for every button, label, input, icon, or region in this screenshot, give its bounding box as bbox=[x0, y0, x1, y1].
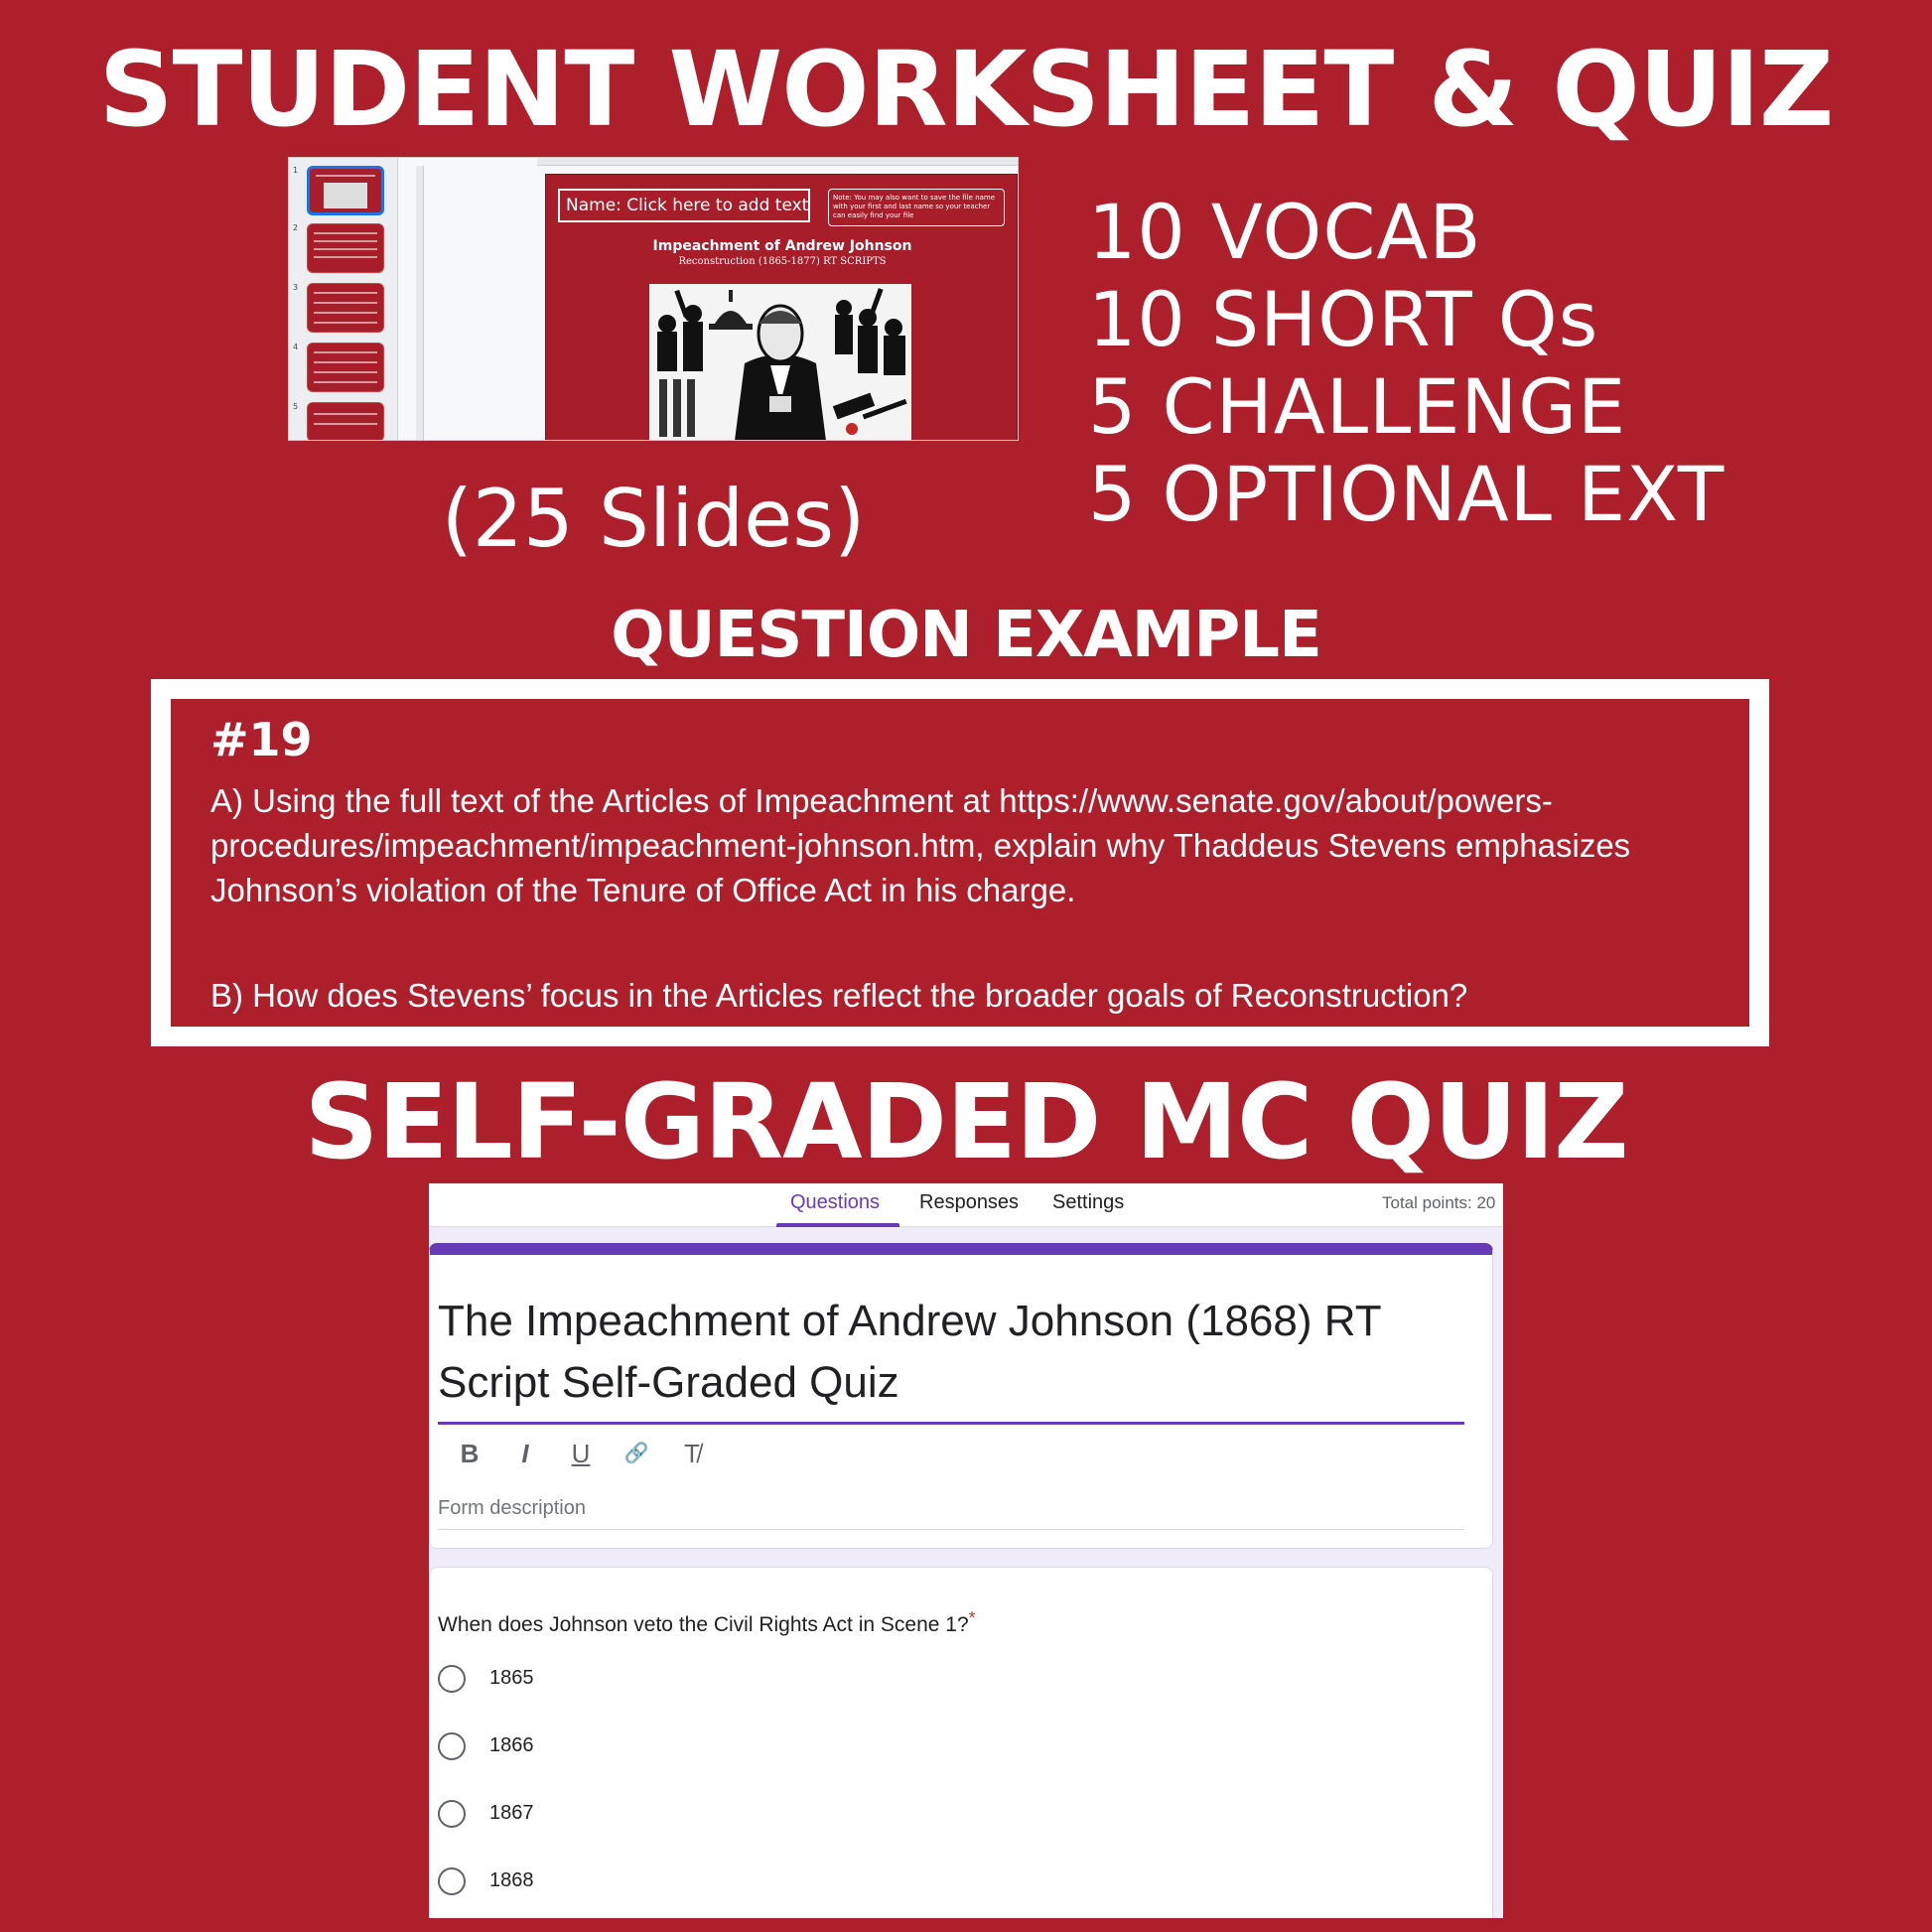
slide-thumbnail[interactable] bbox=[307, 343, 384, 392]
slide-count: (25 Slides) bbox=[441, 473, 866, 565]
form-title-input[interactable]: The Impeachment of Andrew Johnson (1868) RT Script Self-Graded Quiz bbox=[438, 1297, 1381, 1407]
required-mark: * bbox=[968, 1607, 976, 1627]
underline-button[interactable]: U bbox=[571, 1439, 591, 1468]
slide-subtitle: Reconstruction (1865-1877) RT SCRIPTS bbox=[678, 256, 887, 267]
option-label: 1866 bbox=[489, 1734, 534, 1756]
question-part-a: A) Using the full text of the Articles of Impeachment at https://www.senate.gov/about/powers-procedures/impeachment/impeachment-johnson.htm, explain why Thaddeus Stevens emphasizes Johnson’s violation of the Tenure of Office Act in his charge. bbox=[210, 782, 1631, 908]
radio-button-icon[interactable] bbox=[438, 1665, 466, 1693]
thumbnail-number: 3 bbox=[293, 283, 299, 292]
form-title-card bbox=[429, 1243, 1493, 1549]
link-icon[interactable]: 🔗 bbox=[623, 1443, 649, 1464]
quiz-heading: SELF-GRADED MC QUIZ bbox=[304, 1061, 1628, 1182]
active-tab-indicator bbox=[776, 1223, 899, 1227]
slides-preview bbox=[288, 157, 1019, 441]
tab-responses[interactable]: Responses bbox=[919, 1191, 1020, 1213]
italic-button[interactable]: I bbox=[521, 1439, 529, 1468]
main-heading: STUDENT WORKSHEET & QUIZ bbox=[98, 29, 1834, 150]
stat-short-questions: 10 SHORT Qs bbox=[1088, 275, 1599, 363]
option-label: 1865 bbox=[489, 1667, 534, 1689]
option-label: 1868 bbox=[489, 1869, 534, 1891]
description-underline bbox=[438, 1529, 1464, 1530]
question-example-box bbox=[171, 699, 1749, 1027]
radio-button-icon[interactable] bbox=[438, 1732, 466, 1760]
question-number: #19 bbox=[210, 713, 313, 766]
radio-button-icon[interactable] bbox=[438, 1867, 466, 1895]
slide-title: Impeachment of Andrew Johnson bbox=[652, 238, 912, 254]
tab-questions[interactable]: Questions bbox=[790, 1191, 881, 1213]
slide-thumbnail[interactable] bbox=[307, 402, 384, 441]
thumbnail-number: 1 bbox=[293, 166, 299, 175]
question-example-frame bbox=[151, 679, 1769, 1046]
question-example-heading: QUESTION EXAMPLE bbox=[611, 599, 1321, 672]
thumbnail-number: 5 bbox=[293, 402, 299, 411]
save-note: Note: You may also want to save the file name with your first and last name so your teacher can easily find your file bbox=[828, 189, 1005, 226]
total-points: Total points: 20 bbox=[1382, 1193, 1496, 1212]
stat-optional-extension: 5 OPTIONAL EXT bbox=[1088, 450, 1725, 538]
question-part-b: B) How does Stevens’ focus in the Articles reflect the broader goals of Reconstruction? bbox=[210, 977, 1468, 1014]
slide-thumbnail-strip bbox=[289, 158, 398, 441]
stat-vocab: 10 VOCAB bbox=[1088, 188, 1482, 276]
thumbnail-number: 2 bbox=[293, 223, 299, 232]
slide-thumbnail[interactable] bbox=[307, 223, 384, 273]
question-text: When does Johnson veto the Civil Rights Act in Scene 1? bbox=[438, 1613, 969, 1636]
vertical-ruler bbox=[416, 166, 424, 441]
slide-thumbnail[interactable] bbox=[307, 166, 384, 215]
google-forms-preview bbox=[429, 1183, 1503, 1918]
form-description-input[interactable]: Form description bbox=[438, 1497, 586, 1519]
tab-settings[interactable]: Settings bbox=[1052, 1191, 1125, 1213]
slide-thumbnail[interactable] bbox=[307, 283, 384, 333]
question-card bbox=[429, 1567, 1493, 1918]
radio-button-icon[interactable] bbox=[438, 1800, 466, 1828]
thumbnail-number: 4 bbox=[293, 343, 299, 351]
bold-button[interactable]: B bbox=[460, 1439, 480, 1468]
mc-question-text bbox=[438, 1607, 975, 1637]
horizontal-ruler bbox=[537, 158, 1019, 166]
option-label: 1867 bbox=[489, 1802, 534, 1824]
slide-main bbox=[545, 174, 1018, 441]
forms-tab-bar bbox=[429, 1183, 1503, 1227]
clear-formatting-icon[interactable]: T̸ bbox=[684, 1439, 700, 1468]
title-underline bbox=[438, 1422, 1464, 1425]
johnson-illustration-image bbox=[649, 284, 911, 441]
stat-challenge: 5 CHALLENGE bbox=[1088, 362, 1627, 451]
name-text-box[interactable]: Name: Click here to add text bbox=[558, 189, 810, 222]
